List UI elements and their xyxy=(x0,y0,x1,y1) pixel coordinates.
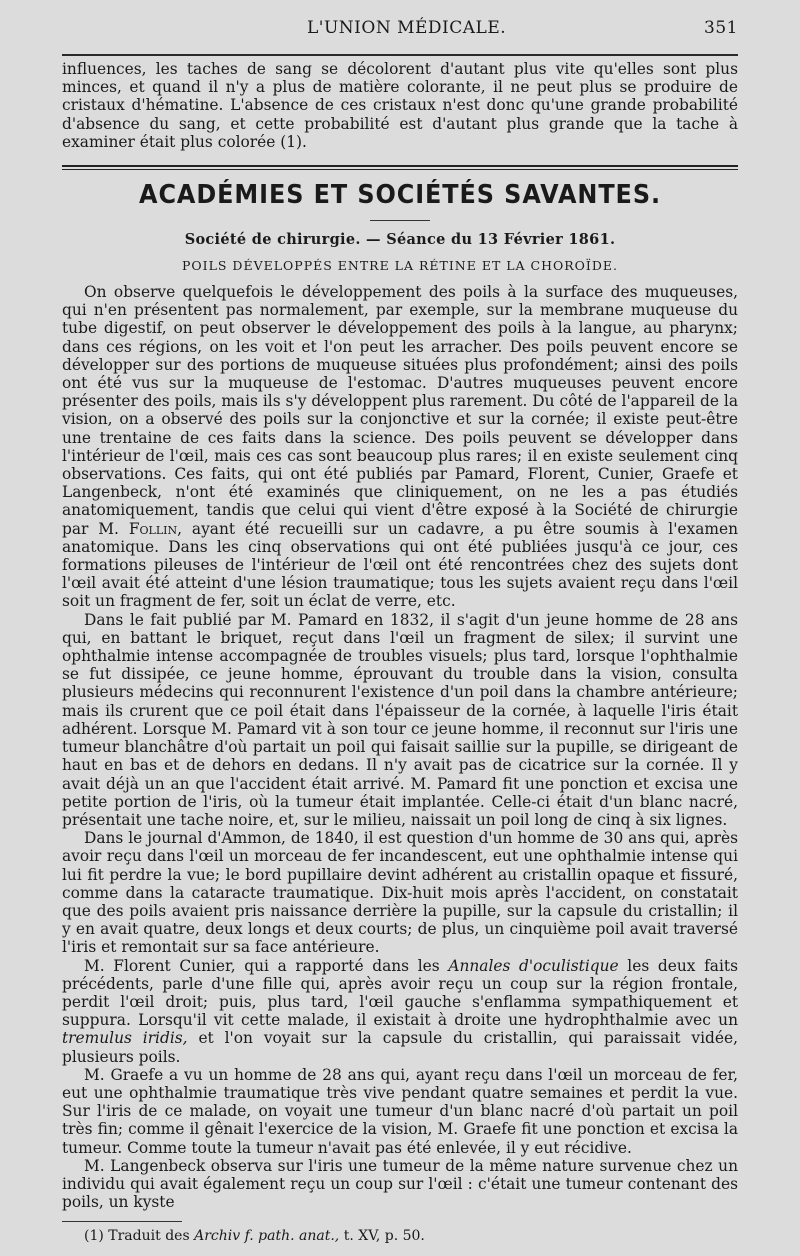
footnote xyxy=(62,1228,738,1244)
section-title: ACADÉMIES ET SOCIÉTÉS SAVANTES. xyxy=(139,180,661,211)
paragraph-4 xyxy=(62,957,738,1066)
section-divider xyxy=(62,165,738,170)
paragraph-1-part-a: On observe quelquefois le développement des poils à la surface des muqueuses, qui n'en présentent pas normalement, par exemple, sur la membrane muqueuse du tube digestif, on peut observer le développement des poils à la langue, au pharynx; dans ces régions, on les voit et l'on peut les arracher. Des poils peuvent encore se développer sur des portions de muqueuse situées plus profondément; ainsi des poils ont été vus sur la muqueuse de l'estomac. D'autres muqueuses peuvent encore présenter des poils, mais ils s'y développent plus rarement. Du côté de l'appareil de la vision, on a observé des poils sur la conjonctive et sur la cornée; il existe peut-être une trentaine de ces faits dans la science. Des poils peuvent se développer dans l'intérieur de l'œil, mais ces cas sont beaucoup plus rares; il en existe seulement cinq observations. Ces faits, qui ont été publiés par Pamard, Florent, Cunier, Graefe et Langenbeck, n'ont été examinés que cliniquement, on ne les a pas étudiés anatomiquement, tandis que celui qui vient d'être exposé à la Société de chirurgie par M. xyxy=(62,283,738,538)
author-name-follin: Follin xyxy=(128,519,178,538)
header-rule xyxy=(62,54,738,56)
paragraph-1 xyxy=(62,283,738,611)
paragraph-6: M. Langenbeck observa sur l'iris une tumeur de la même nature survenue chez un individu qui avait également reçu un coup sur l'œil : c'était une tumeur contenant des poils, un kyste xyxy=(62,1156,738,1212)
intro-paragraph: influences, les taches de sang se décolorent d'autant plus vite qu'elles sont plus minces, et quand il n'y a plus de matière colorante, il ne peut plus se produire de cristaux d'hématine. L'absence de ces cristaux n'est donc qu'une grande probabilité d'absence du sang, et cette probabilité est d'autant plus grande que la tache à examiner était plus colorée (1). xyxy=(62,60,738,151)
paragraph-1-part-b: , ayant été recueilli sur un cadavre, a pu être soumis à l'examen anatomique. Dans les cinq observations qui ont été publiées jusqu'à ce jour, ces formations pileuses de l'intérieur de l'œil ont été rencontrées chez des sujets dont l'œil avait été atteint d'une lésion traumatique; tous les sujets avaient reçu dans l'œil soit un fragment de fer, soit un éclat de verre, etc. xyxy=(62,519,738,611)
journal-title-italic: Annales d'oculistique xyxy=(448,956,619,975)
running-header xyxy=(62,18,738,46)
paragraph-4-part-c: et l'on voyait sur la capsule du cristallin, qui paraissait vidée, plusieurs poils. xyxy=(62,1029,738,1066)
page-number: 351 xyxy=(704,18,738,38)
paragraph-4-part-a: M. Florent Cunier, qui a rapporté dans les xyxy=(84,956,449,975)
article-subject: POILS DÉVELOPPÉS ENTRE LA RÉTINE ET LA CHOROÏDE. xyxy=(182,258,618,274)
society-line: Société de chirurgie. — Séance du 13 Février 1861. xyxy=(184,231,616,249)
paragraph-5: M. Graefe a vu un homme de 28 ans qui, ayant reçu dans l'œil un morceau de fer, eut une ophthalmie traumatique très vive pendant quatre semaines et perdit la vue. Sur l'iris de ce malade, on voyait une tumeur d'un blanc nacré d'où partait un poil très fin; comme il gênait l'exercice de la vision, M. Graefe fit une ponction et excisa la tumeur. Comme toute la tumeur n'avait pas été enlevée, il y eut récidive. xyxy=(62,1065,738,1157)
title-rule xyxy=(370,220,430,221)
paragraph-2: Dans le fait publié par M. Pamard en 1832, il s'agit d'un jeune homme de 28 ans qui, en battant le briquet, reçut dans l'œil un fragment de silex; il survint une ophthalmie intense accompagnée de troubles visuels; plus tard, lorsque l'ophthalmie se fut dissipée, ce jeune homme, éprouvant du trouble dans la vision, consulta plusieurs médecins qui reconnurent l'existence d'un poil dans la chambre antérieure; mais ils crurent que ce poil était dans l'épaisseur de la cornée, à laquelle l'iris était adhérent. Lorsque M. Pamard vit à son tour ce jeune homme, il reconnut sur l'iris une tumeur blanchâtre d'où partait un poil qui faisait saillie sur la pupille, se dirigeant de haut en bas et de dehors en dedans. Il n'y avait pas de cicatrice sur la cornée. Il y avait déjà un an que l'accident était arrivé. M. Pamard fit une ponction et excisa une petite portion de l'iris, où la tumeur était implantée. Celle-ci était d'un blanc nacré, présentait une tache noire, et, sur le milieu, naissait un poil long de cinq à six lignes. xyxy=(62,610,738,829)
paragraph-3: Dans le journal d'Ammon, de 1840, il est question d'un homme de 30 ans qui, après avoir reçu dans l'œil un morceau de fer incandescent, eut une ophthalmie intense qui lui fit perdre la vue; le bord pupillaire devint adhérent au cristallin opaque et fissuré, comme dans la cataracte traumatique. Dix-huit mois après l'accident, on constatait que des poils avaient pris naissance derrière la pupille, sur la capsule du cristallin; il y en avait quatre, deux longs et deux courts; de plus, un cinquième poil avait traversé l'iris et remontait sur sa face antérieure. xyxy=(62,829,738,957)
footnote-suffix: t. XV, p. 50. xyxy=(339,1228,425,1245)
running-title: L'UNION MÉDICALE. xyxy=(307,18,507,38)
latin-term-italic: tremulus iridis, xyxy=(62,1029,188,1048)
paragraph-4-part-b: les deux faits précédents, parle d'une fille qui, après avoir reçu un coup sur la région frontale, perdit l'œil droit; puis, plus tard, l'œil gauche s'enflamma sympathiquement et suppura. Lorsqu'il vit cette malade, il existait à droite une hydrophthalmie avec un xyxy=(62,956,738,1030)
footnote-rule xyxy=(62,1221,182,1222)
footnote-journal: Archiv f. path. anat., xyxy=(194,1228,340,1245)
footnote-prefix: (1) Traduit des xyxy=(84,1228,195,1245)
